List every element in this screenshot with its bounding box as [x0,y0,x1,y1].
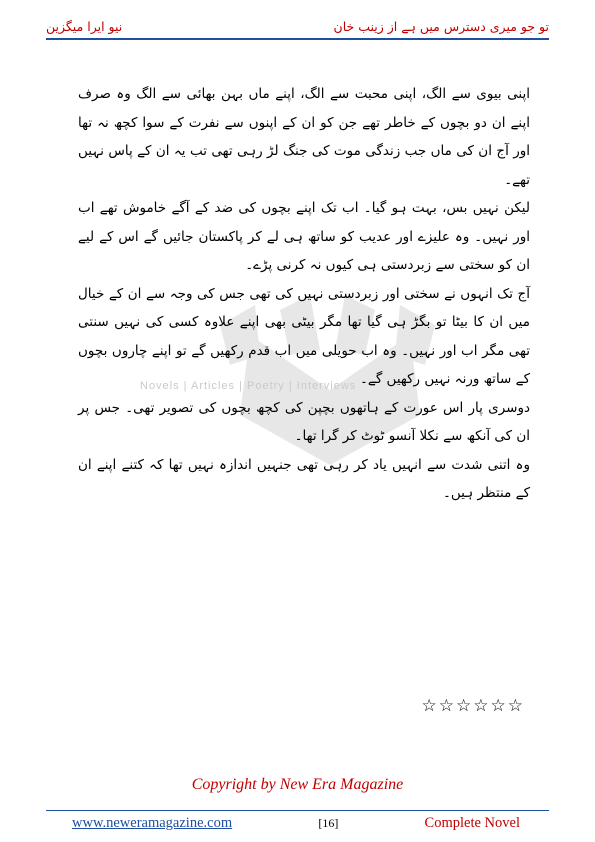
paragraph-1: اپنی بیوی سے الگ، اپنی محبت سے الگ، اپنے ماں بہن بھائی سے الگ وہ صرف اپنے ان دو بچوں کے خاطر تھے جن کو ان کے اپنوں سے نفرت کے سوا کچھ نہ تھا اور آج ان کی ماں جب زندگی موت کی جنگ لڑ رہی تھی تب یہ ان کے پاس نہیں تھے۔ [78,86,530,188]
paragraph-4: دوسری پار اس عورت کے ہاتھوں بچپن کی کچھ بچوں کی تصویر تھی۔ جس پر ان کی آنکھ سے نکلا آنسو ٹوٹ کر گرا تھا۔ [78,399,530,444]
website-link[interactable]: www.neweramagazine.com [72,815,233,831]
page-footer [72,815,520,832]
footer-divider [46,810,549,811]
novel-type-label: Complete Novel [424,815,520,831]
magazine-name: نیو ایرا میگزین [46,19,123,34]
paragraph-5: وہ اتنی شدت سے انہیں یاد کر رہی تھی جنہیں اندازہ نہیں تھا کہ کتنے اپنے ان کے منتظر ہیں۔ [78,456,530,501]
paragraph-3: آج تک انہوں نے سختی اور زبردستی نہیں کی تھی جس کی وجہ سے ان کے خیال میں ان کا بیٹا تو بگڑ ہی گیا تھا مگر بیٹی بھی اپنے علاوہ کسی کی نہیں سنتی تھی مگر اب اور نہیں۔ وہ اب حویلی میں اب قدم رکھیں گے تو اپنے چاروں بچوں کے ساتھ ورنہ نہیں رکھیں گے۔ [78,285,530,387]
watermark-text: Novels | Articles | Poetry | Interviews [140,380,357,392]
copyright-notice: Copyright by New Era Magazine [191,776,404,793]
header-divider [46,38,549,40]
paragraph-2: لیکن نہیں بس، بہت ہو گیا۔ اب تک اپنے بچوں کی ضد کے آگے خاموش تھے اب اور نہیں۔ وہ علیزے اور عدیب کو ساتھ ہی لے کر پاکستان جائیں گے اس کے لیے ان کو سختی سے زبردستی ہی کیوں نہ کرنی پڑے۔ [78,200,530,273]
page-number: [16] [318,816,339,830]
novel-body-text [78,80,530,508]
novel-title: تو جو میری دسترس میں ہے از زینب خان [333,19,549,34]
page-header [46,8,549,34]
section-break-stars: ☆☆☆☆☆☆ [421,696,525,716]
